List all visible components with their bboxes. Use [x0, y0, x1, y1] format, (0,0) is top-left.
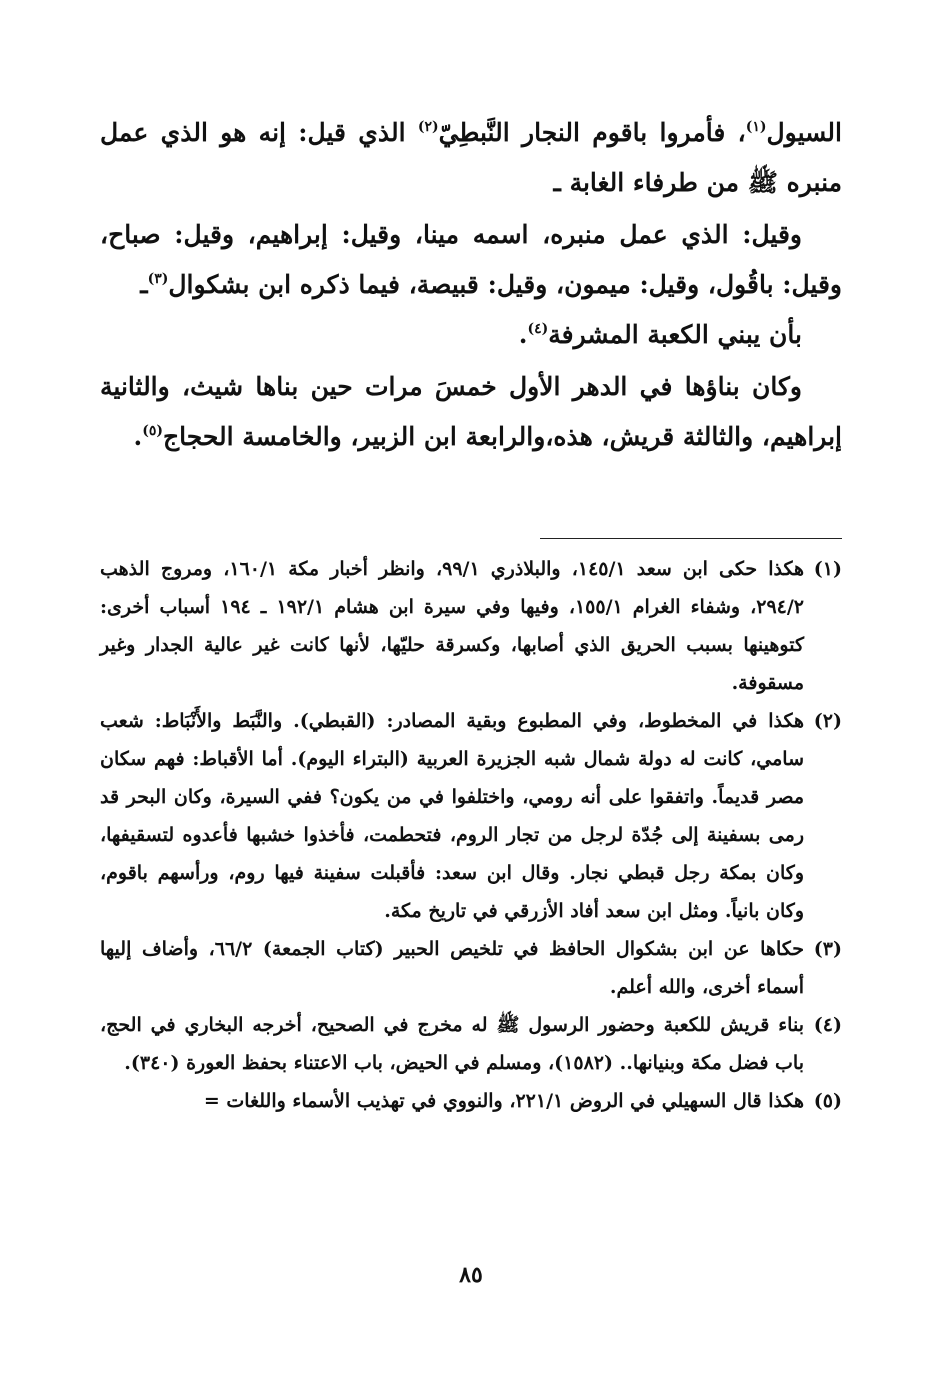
footnote-ref-3[interactable]: (٣) [147, 271, 169, 287]
p3-end: . [518, 320, 528, 349]
footnote-1 [100, 550, 842, 702]
footnote-text: هكذا قال السهيلي في الروض ٢٢١/١، والنووي في تهذيب الأسماء واللغات = [203, 1090, 804, 1112]
p2-end: ـ [140, 270, 148, 299]
p4-text: وكان بناؤها في الدهر الأول خمسَ مرات حين بناها شيث، والثانية إبراهيم، والثالثة قريش، هذه،والرابعة ابن الزبير، والخامسة الحجاج [100, 372, 842, 451]
p3-text: بأن يبني الكعبة المشرفة [548, 320, 802, 349]
footnote-ref-1[interactable]: (١) [745, 119, 767, 135]
footnote-number: (٣) [813, 938, 842, 960]
footnote-3 [100, 930, 842, 1006]
footnote-ref-4[interactable]: (٤) [527, 321, 549, 337]
footnote-4 [100, 1006, 842, 1082]
footnote-text: هكذا حكى ابن سعد ١٤٥/١، والبلاذري ٩٩/١، وانظر أخبار مكة ١٦٠/١، ومروج الذهب ٢٩٤/٢، وشفاء الغرام ١٥٥/١، وفيها وفي سيرة ابن هشام ١٩٢/١ ـ ١٩٤ أسباب أخرى: كتوهينها بسبب الحريق الذي أصابها، وكسرقة حليّها، لأنها كانت غير عالية الجدار وغير مسقوفة. [100, 558, 805, 694]
main-text [100, 108, 842, 462]
p1-text-a: السيول [766, 118, 842, 147]
footnote-divider [540, 538, 842, 539]
paragraph-1 [100, 108, 842, 208]
p4-end: . [133, 422, 143, 451]
footnote-number: (٢) [813, 710, 842, 732]
footnote-5 [100, 1082, 842, 1120]
footnote-2 [100, 702, 842, 930]
paragraph-3 [100, 310, 842, 360]
footnote-ref-2[interactable]: (٢) [417, 119, 439, 135]
footnotes [100, 550, 842, 1120]
paragraph-2 [100, 210, 842, 310]
footnote-number: (٥) [813, 1090, 842, 1112]
footnote-number: (٤) [813, 1014, 842, 1036]
footnote-text: بناء قريش للكعبة وحضور الرسول ﷺ له مخرج في الصحيح، أخرجه البخاري في الحج، باب فضل مكة وبنيانها.. (١٥٨٢)، ومسلم في الحيض، باب الاعتناء بحفظ العورة (٣٤٠). [100, 1014, 804, 1074]
page-number: ٨٥ [459, 1262, 483, 1288]
footnote-ref-5[interactable]: (٥) [142, 423, 163, 439]
p1-text-c: الذي قيل: إنه هو الذي عمل منبره ﷺ من طرفاء الغابة ـ [100, 118, 842, 197]
p1-text-b: ، فأمروا باقوم النجار النَّبطِيّ [438, 118, 746, 147]
footnote-text: هكذا في المخطوط، وفي المطبوع وبقية المصادر: (القبطي). والنَّبَط والأَنْبَاط: شعب سامي، كانت له دولة شمال شبه الجزيرة العربية (البتراء اليوم). أما الأقباط: فهم سكان مصر قديماً. واتفقوا على أنه رومي، واختلفوا في من يكون؟ ففي السيرة، وكان البحر قد رمى بسفينة إلى جُدّة لرجل من تجار الروم، فتحطمت، فأخذوا خشبها فأعدوه لتسقيفها، وكان بمكة رجل قبطي نجار. وقال ابن سعد: فأقبلت سفينة فيها روم، ورأسهم باقوم، وكان بانياً. ومثل ابن سعد أفاد الأزرقي في تاريخ مكة. [100, 710, 804, 922]
footnote-text: حكاها عن ابن بشكوال الحافظ في تلخيص الحبير (كتاب الجمعة) ٦٦/٢، وأضاف إليها أسماء أخرى، والله أعلم. [100, 938, 804, 998]
paragraph-4 [100, 362, 842, 462]
p2-text: وقيل: الذي عمل منبره، اسمه مينا، وقيل: إبراهيم، وقيل: صباح، وقيل: باقُول، وقيل: ميمون، وقيل: قبيصة، فيما ذكره ابن بشكوال [100, 220, 842, 299]
footnote-number: (١) [813, 558, 842, 580]
